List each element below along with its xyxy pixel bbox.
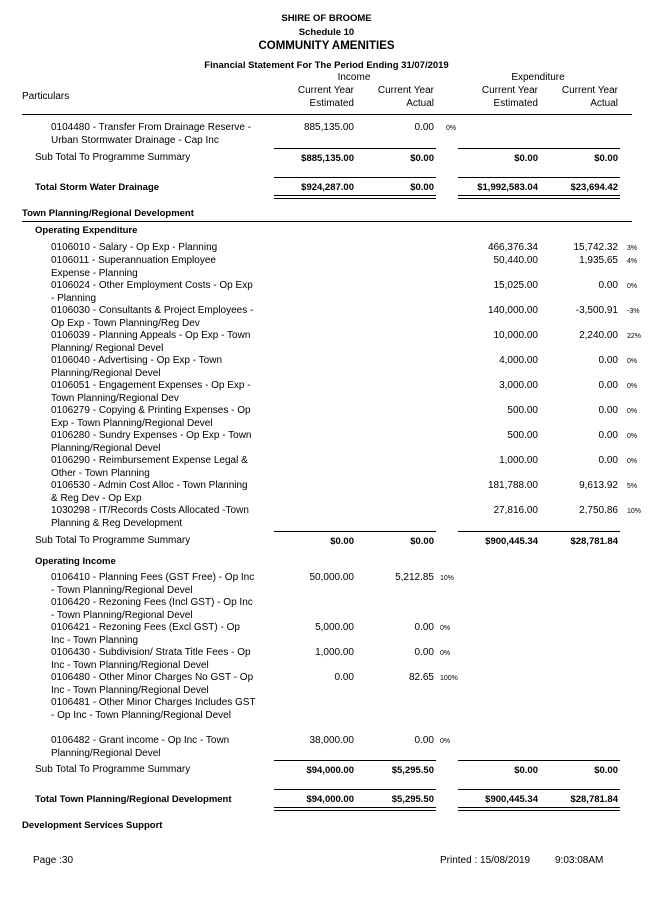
tp-total-dbl-exp bbox=[458, 807, 620, 811]
opinc-row-inc-act: 82.65 bbox=[408, 672, 434, 683]
opexp-row-exp-act: 0.00 bbox=[598, 405, 618, 416]
opexp-subtotal-rule-inc bbox=[274, 531, 436, 532]
opinc-row-desc: 0106430 - Subdivision/ Strata Title Fees - Op Inc - Town Planning/Regional Devel bbox=[51, 647, 251, 671]
opexp-row-pct: 0% bbox=[627, 383, 638, 390]
opexp-row-desc: 0106011 - Superannuation Employee Expense - Planning bbox=[51, 255, 216, 279]
storm-row-inc-act: 0.00 bbox=[414, 122, 434, 133]
opexp-row-exp-act: 15,742.32 bbox=[573, 242, 618, 253]
opexp-row-desc: 0106040 - Advertising - Op Exp - Town Planning/Regional Devel bbox=[51, 355, 223, 379]
opexp-row-desc: 0106279 - Copying & Printing Expenses - Op Exp - Town Planning/Regional Devel bbox=[51, 405, 251, 429]
tp-total-inc-est: $94,000.00 bbox=[306, 794, 354, 805]
tp-heading: Town Planning/Regional Development bbox=[22, 208, 194, 219]
opexp-row-desc: 0106051 - Engagement Expenses - Op Exp - Town Planning/Regional Dev bbox=[51, 380, 251, 404]
opexp-row-exp-est: 500.00 bbox=[507, 430, 538, 441]
exp-est-header-2: Estimated bbox=[493, 98, 538, 109]
next-section-heading: Development Services Support bbox=[22, 820, 163, 831]
opinc-row-inc-est: 38,000.00 bbox=[309, 735, 354, 746]
page-number: Page :30 bbox=[33, 855, 74, 866]
opinc-row-pct: 10% bbox=[440, 575, 455, 582]
opexp-row-exp-act: 0.00 bbox=[598, 455, 618, 466]
opexp-subtotal-rule-exp bbox=[458, 531, 620, 532]
opexp-row-desc: 1030298 - IT/Records Costs Allocated -Town Planning & Reg Development bbox=[51, 505, 249, 529]
opexp-row-pct: 0% bbox=[627, 458, 638, 465]
opinc-row-pct: 100% bbox=[440, 675, 458, 682]
opinc-row-desc: 0106420 - Rezoning Fees (Incl GST) - Op Inc - Town Planning/Regional Devel bbox=[51, 597, 253, 621]
opinc-subtotal-inc-est: $94,000.00 bbox=[306, 765, 354, 776]
opinc-subtotal-label: Sub Total To Programme Summary bbox=[35, 764, 191, 775]
opexp-row-pct: 0% bbox=[627, 358, 638, 365]
opinc-row-inc-act: 0.00 bbox=[414, 622, 434, 633]
opexp-subtotal-inc-est: $0.00 bbox=[330, 536, 354, 547]
org-name: SHIRE OF BROOME bbox=[281, 13, 372, 24]
printed-date: Printed : 15/08/2019 bbox=[440, 855, 531, 866]
opexp-row-exp-act: 1,935.65 bbox=[579, 255, 618, 266]
opexp-row-desc: 0106039 - Planning Appeals - Op Exp - Town Planning/ Regional Devel bbox=[51, 330, 251, 354]
opinc-subtotal-inc-act: $5,295.50 bbox=[391, 765, 434, 776]
storm-total-exp-act: $23,694.42 bbox=[570, 182, 618, 193]
opexp-row-exp-est: 1,000.00 bbox=[499, 455, 538, 466]
opinc-row-desc: 0106410 - Planning Fees (GST Free) - Op Inc - Town Planning/Regional Devel bbox=[51, 572, 255, 596]
opexp-row-exp-est: 140,000.00 bbox=[487, 305, 538, 316]
storm-subtotal-exp-act: $0.00 bbox=[594, 153, 618, 164]
opinc-row-inc-est: 0.00 bbox=[334, 672, 354, 683]
opexp-row-exp-est: 4,000.00 bbox=[499, 355, 538, 366]
tp-total-label: Total Town Planning/Regional Development bbox=[35, 794, 232, 805]
inc-est-header-2: Estimated bbox=[309, 98, 354, 109]
opexp-row-desc: 0106030 - Consultants & Project Employees - Op Exp - Town Planning/Reg Dev bbox=[51, 305, 254, 329]
opexp-row-exp-act: 9,613.92 bbox=[579, 480, 618, 491]
opinc-row-desc: 0106480 - Other Minor Charges No GST - Op Inc - Town Planning/Regional Devel bbox=[51, 672, 254, 696]
storm-subtotal-label: Sub Total To Programme Summary bbox=[35, 152, 191, 163]
exp-act-header-1: Current Year bbox=[561, 85, 618, 96]
opinc-subtotal-rule-exp bbox=[458, 760, 620, 761]
tp-total-rule-inc bbox=[274, 789, 436, 790]
inc-act-header-2: Actual bbox=[406, 98, 434, 109]
opexp-row-pct: 10% bbox=[627, 508, 642, 515]
opinc-subtotal-rule-inc bbox=[274, 760, 436, 761]
opexp-row-exp-est: 500.00 bbox=[507, 405, 538, 416]
opexp-row-desc: 0106024 - Other Employment Costs - Op Exp - Planning bbox=[51, 280, 253, 304]
printed-time: 9:03:08AM bbox=[555, 855, 604, 866]
tp-total-inc-act: $5,295.50 bbox=[391, 794, 434, 805]
opexp-row-exp-est: 10,000.00 bbox=[493, 330, 538, 341]
storm-total-rule-inc bbox=[274, 177, 436, 178]
exp-act-header-2: Actual bbox=[590, 98, 618, 109]
tp-total-rule-exp bbox=[458, 789, 620, 790]
opinc-row-pct: 0% bbox=[440, 625, 451, 632]
storm-row-desc: 0104480 - Transfer From Drainage Reserve - Urban Stormwater Drainage - Cap Inc bbox=[51, 122, 252, 146]
income-header: Income bbox=[337, 72, 371, 83]
opinc-row-pct: 0% bbox=[440, 738, 451, 745]
opinc-row-desc: 0106421 - Rezoning Fees (Excl GST) - Op Inc - Town Planning bbox=[51, 622, 240, 646]
tp-total-exp-act: $28,781.84 bbox=[570, 794, 618, 805]
opexp-subtotal-exp-act: $28,781.84 bbox=[570, 536, 618, 547]
opexp-row-exp-act: 0.00 bbox=[598, 380, 618, 391]
storm-subtotal-rule-inc bbox=[274, 148, 436, 149]
opexp-row-pct: 0% bbox=[627, 283, 638, 290]
opinc-row-inc-est: 5,000.00 bbox=[315, 622, 354, 633]
opinc-row-pct: 0% bbox=[440, 650, 451, 657]
opexp-row-pct: 3% bbox=[627, 245, 638, 252]
tp-heading-rule bbox=[22, 221, 632, 222]
opexp-row-exp-est: 3,000.00 bbox=[499, 380, 538, 391]
opinc-row-desc: 0106481 - Other Minor Charges Includes GST - Op Inc - Town Planning/Regional Devel bbox=[51, 697, 256, 721]
header-rule bbox=[22, 114, 632, 115]
storm-total-dbl-exp bbox=[458, 195, 620, 199]
opexp-subtotal-inc-act: $0.00 bbox=[410, 536, 434, 547]
opexp-row-desc: 0106010 - Salary - Op Exp - Planning bbox=[51, 242, 218, 253]
storm-total-rule-exp bbox=[458, 177, 620, 178]
opinc-row-inc-act: 5,212.85 bbox=[395, 572, 434, 583]
opinc-row-inc-act: 0.00 bbox=[414, 647, 434, 658]
opexp-row-exp-act: 2,750.86 bbox=[579, 505, 618, 516]
opexp-row-pct: 22% bbox=[627, 333, 642, 340]
opexp-row-exp-act: 2,240.00 bbox=[579, 330, 618, 341]
opexp-row-exp-est: 181,788.00 bbox=[487, 480, 538, 491]
inc-est-header-1: Current Year bbox=[297, 85, 354, 96]
opinc-row-inc-act: 0.00 bbox=[414, 735, 434, 746]
opexp-subtotal-exp-est: $900,445.34 bbox=[485, 536, 538, 547]
storm-subtotal-rule-exp bbox=[458, 148, 620, 149]
storm-total-dbl-inc bbox=[274, 195, 436, 199]
opexp-row-exp-act: 0.00 bbox=[598, 430, 618, 441]
inc-act-header-1: Current Year bbox=[377, 85, 434, 96]
storm-subtotal-exp-est: $0.00 bbox=[514, 153, 538, 164]
opexp-row-pct: 0% bbox=[627, 408, 638, 415]
opexp-row-exp-act: 0.00 bbox=[598, 355, 618, 366]
opexp-row-exp-act: -3,500.91 bbox=[575, 305, 618, 316]
opexp-row-desc: 0106530 - Admin Cost Alloc - Town Planning & Reg Dev - Op Exp bbox=[51, 480, 248, 504]
opinc-subtotal-exp-est: $0.00 bbox=[514, 765, 538, 776]
tp-opinc-heading: Operating Income bbox=[35, 556, 116, 567]
tp-total-exp-est: $900,445.34 bbox=[485, 794, 538, 805]
opexp-row-desc: 0106290 - Reimbursement Expense Legal & Other - Town Planning bbox=[51, 455, 248, 479]
opexp-row-desc: 0106280 - Sundry Expenses - Op Exp - Town Planning/Regional Devel bbox=[51, 430, 252, 454]
opexp-row-pct: -3% bbox=[627, 308, 640, 315]
statement-title: Financial Statement For The Period Ending 31/07/2019 bbox=[204, 60, 449, 71]
storm-total-label: Total Storm Water Drainage bbox=[35, 182, 160, 193]
program-title: COMMUNITY AMENITIES bbox=[258, 40, 395, 52]
expenditure-header: Expenditure bbox=[511, 72, 565, 83]
storm-row-inc-est: 885,135.00 bbox=[303, 122, 354, 133]
storm-total-inc-act: $0.00 bbox=[410, 182, 434, 193]
opinc-row-inc-est: 50,000.00 bbox=[309, 572, 354, 583]
opexp-row-pct: 0% bbox=[627, 433, 638, 440]
opexp-subtotal-label: Sub Total To Programme Summary bbox=[35, 535, 191, 546]
opinc-row-desc: 0106482 - Grant income - Op Inc - Town Planning/Regional Devel bbox=[51, 735, 230, 759]
opexp-row-pct: 4% bbox=[627, 258, 638, 265]
opexp-row-exp-est: 27,816.00 bbox=[493, 505, 538, 516]
particulars-header: Particulars bbox=[22, 91, 70, 102]
opexp-row-exp-est: 15,025.00 bbox=[493, 280, 538, 291]
opinc-row-inc-est: 1,000.00 bbox=[315, 647, 354, 658]
storm-total-inc-est: $924,287.00 bbox=[301, 182, 354, 193]
tp-opexp-heading: Operating Expenditure bbox=[35, 225, 138, 236]
opexp-row-exp-act: 0.00 bbox=[598, 280, 618, 291]
opexp-row-pct: 5% bbox=[627, 483, 638, 490]
tp-total-dbl-inc bbox=[274, 807, 436, 811]
exp-est-header-1: Current Year bbox=[481, 85, 538, 96]
storm-row-pct: 0% bbox=[446, 125, 457, 132]
storm-subtotal-inc-est: $885,135.00 bbox=[301, 153, 354, 164]
schedule-label: Schedule 10 bbox=[298, 27, 355, 38]
storm-subtotal-inc-act: $0.00 bbox=[410, 153, 434, 164]
opinc-subtotal-exp-act: $0.00 bbox=[594, 765, 618, 776]
storm-total-exp-est: $1,992,583.04 bbox=[477, 182, 538, 193]
opexp-row-exp-est: 466,376.34 bbox=[487, 242, 538, 253]
opexp-row-exp-est: 50,440.00 bbox=[493, 255, 538, 266]
